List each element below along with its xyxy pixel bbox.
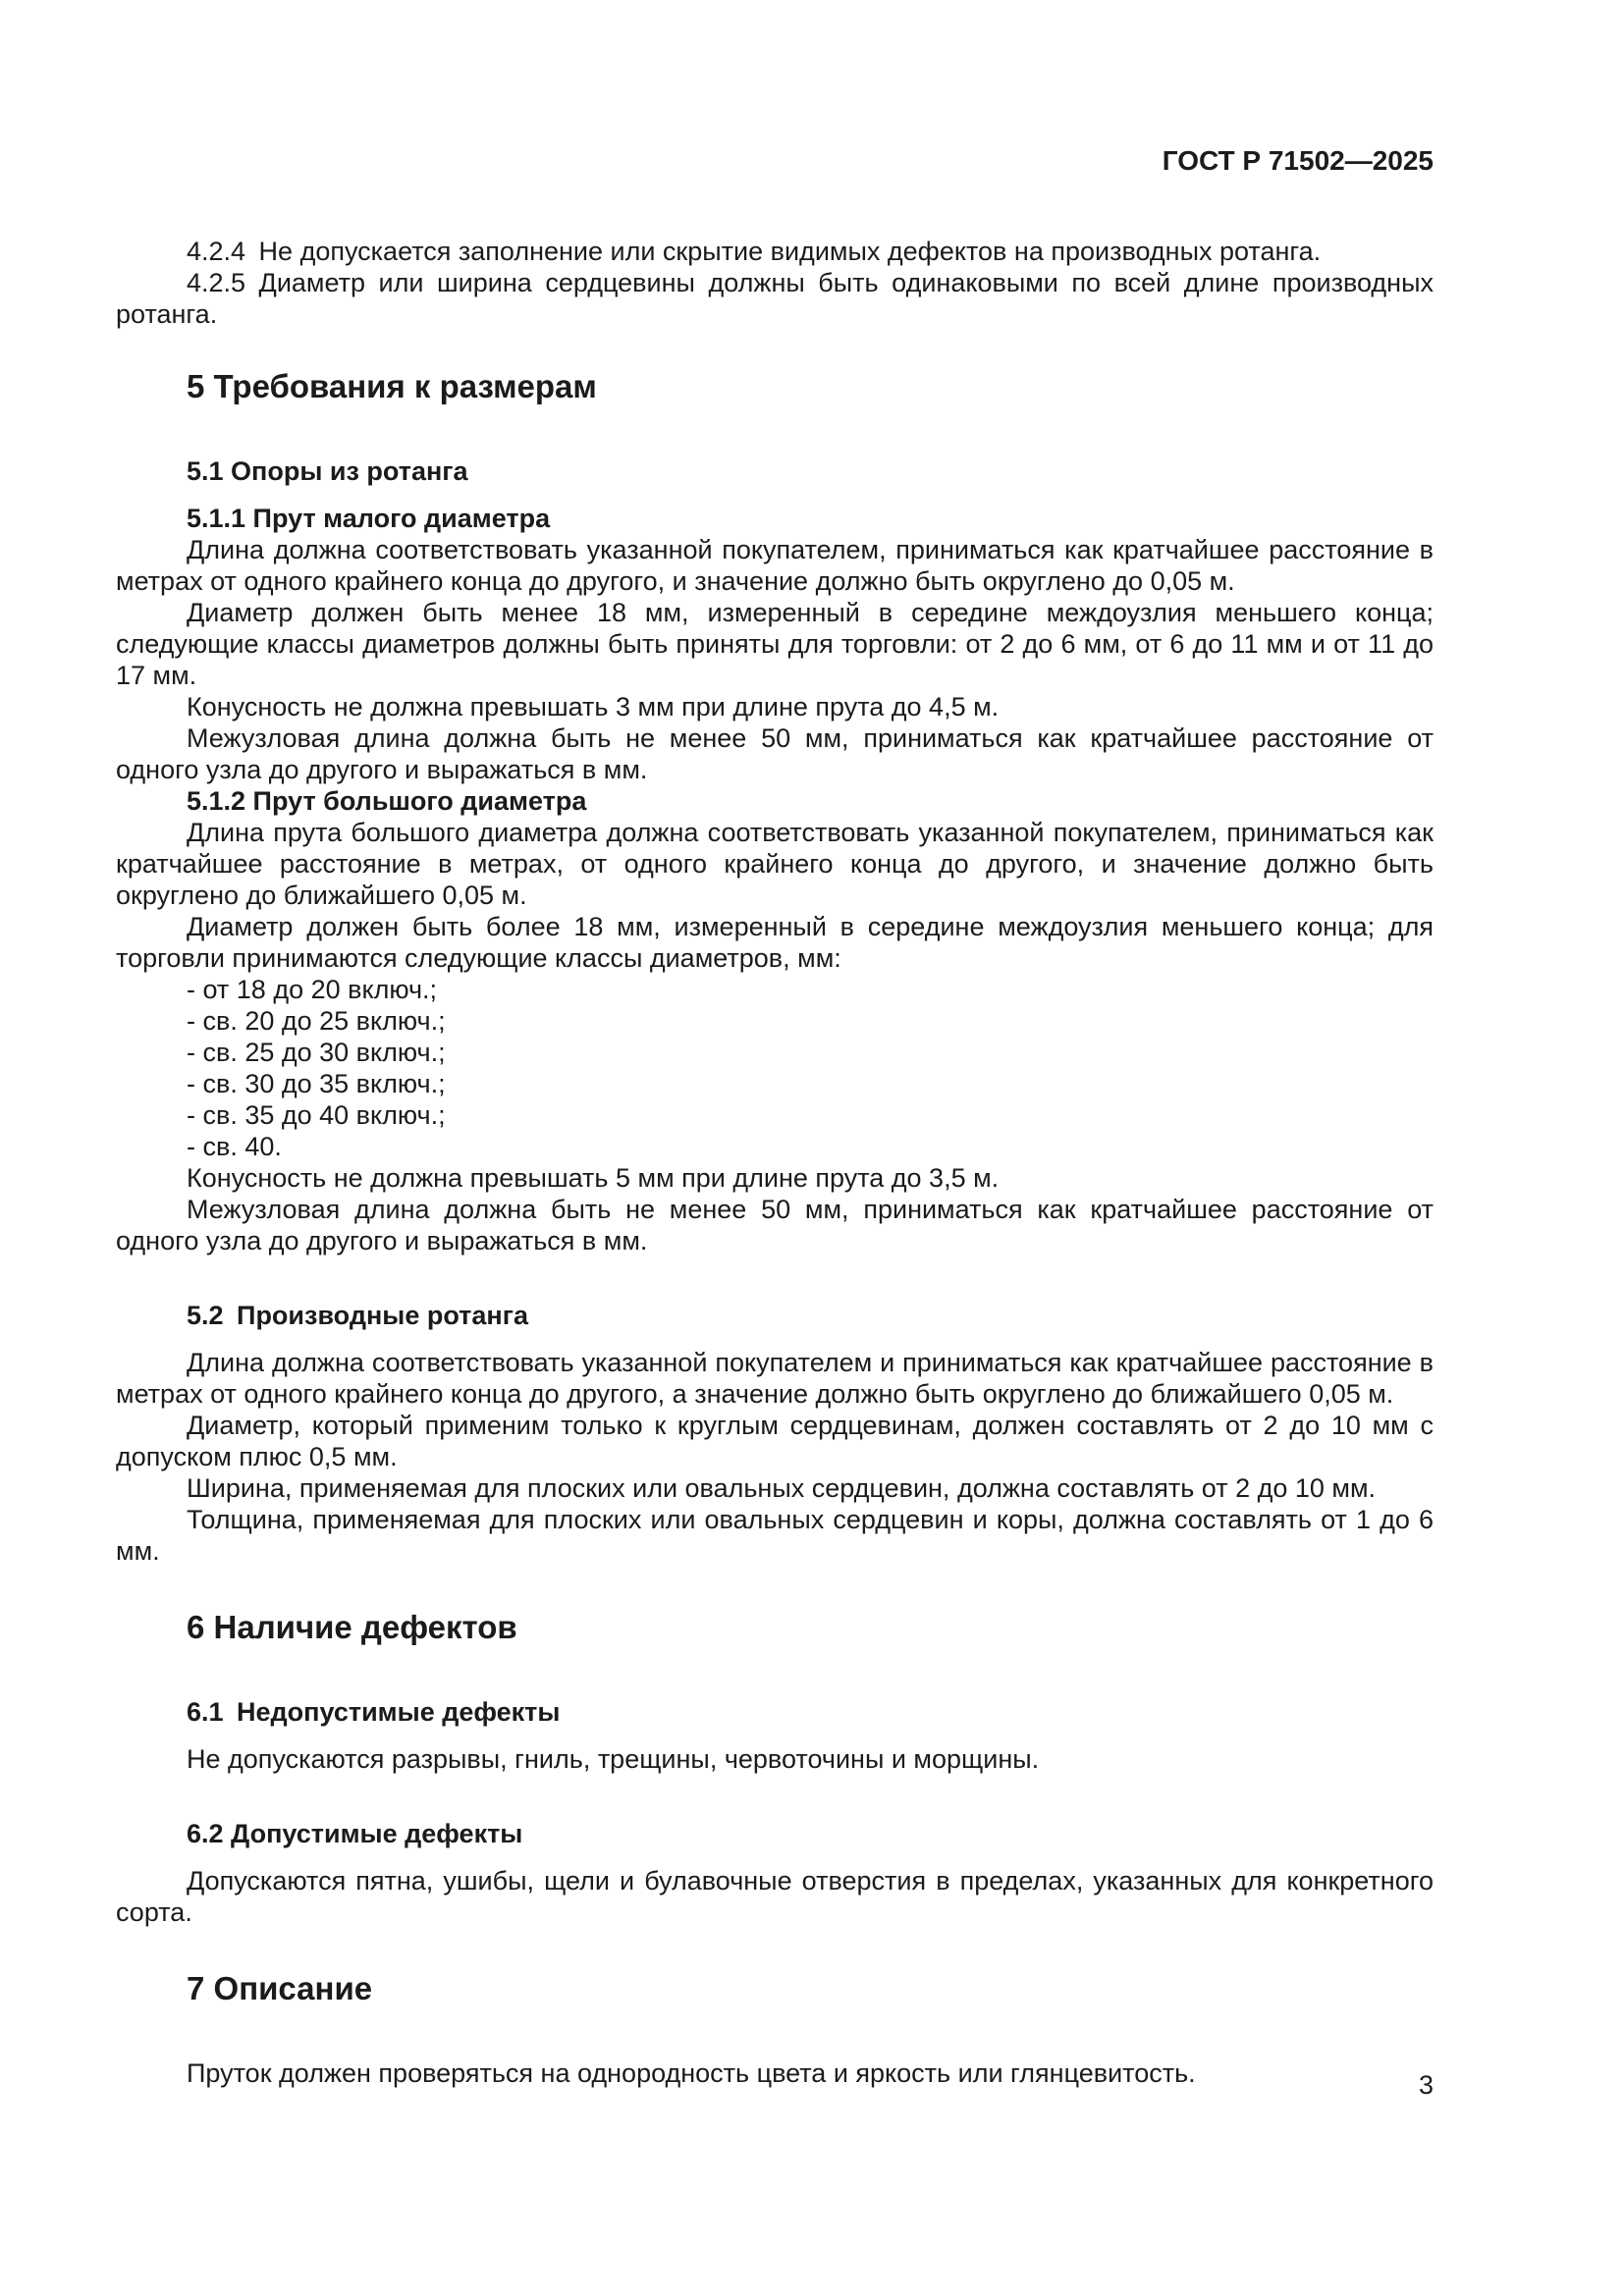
clause-5-1-2-paragraph: Межузловая длина должна быть не менее 50 мм, приниматься как кратчайшее расстояние от одного узла до другого и выражаться в мм. <box>116 1195 1434 1255</box>
clause-5-2-paragraph: Длина должна соответствовать указанной покупателем и приниматься как кратчайшее расстояние в метрах от одного крайнего конца до другого, а значение должно быть округлено до ближайшего 0,05 м. <box>116 1348 1434 1409</box>
clause-7-paragraph: Пруток должен проверяться на однородность цвета и яркость или глянцевитость. <box>187 2058 1196 2088</box>
clause-4-2-4: 4.2.4 Не допускается заполнение или скрытие видимых дефектов на производных ротанга. <box>187 237 1322 266</box>
list-item: - св. 40. <box>187 1132 282 1161</box>
list-item: - св. 30 до 35 включ.; <box>187 1069 446 1098</box>
clause-5-2-paragraph: Ширина, применяемая для плоских или овальных сердцевин, должна составлять от 2 до 10 мм. <box>187 1473 1377 1503</box>
clause-5-2-paragraph: Толщина, применяемая для плоских или овальных сердцевин и коры, должна составлять от 1 до 6 мм. <box>116 1505 1434 1566</box>
clause-6-1-paragraph: Не допускаются разрывы, гниль, трещины, червоточины и морщины. <box>187 1744 1040 1774</box>
document-header <box>116 145 1434 177</box>
page-number: 3 <box>1418 2070 1434 2100</box>
section-5-2-title: 5.2 Производные ротанга <box>187 1301 528 1330</box>
clause-5-1-1-title: 5.1.1 Прут малого диаметра <box>187 504 551 533</box>
clause-5-1-2-paragraph: Длина прута большого диаметра должна соответствовать указанной покупателем, приниматься как кратчайшее расстояние в метрах, от одного крайнего конца до другого, и значение должно быть округлено до ближайшего 0,05 м. <box>116 818 1434 910</box>
clause-5-1-2-paragraph: Диаметр должен быть более 18 мм, измеренный в середине междоузлия меньшего конца; для торговли принимаются следующие классы диаметров, мм: <box>116 912 1434 973</box>
list-item: - от 18 до 20 включ.; <box>187 975 438 1004</box>
diameter-classes-list <box>116 974 1434 1162</box>
clause-5-1-1-paragraph: Конусность не должна превышать 3 мм при длине прута до 4,5 м. <box>187 692 1000 721</box>
list-item: - св. 20 до 25 включ.; <box>187 1006 446 1036</box>
clause-6-2-paragraph: Допускаются пятна, ушибы, щели и булавочные отверстия в пределах, указанных для конкретного сорта. <box>116 1866 1434 1927</box>
section-5-1-title: 5.1 Опоры из ротанга <box>187 456 468 486</box>
list-item: - св. 35 до 40 включ.; <box>187 1100 446 1130</box>
document-footer <box>1419 2069 1434 2101</box>
section-5-title: 5 Требования к размерам <box>187 368 597 404</box>
clause-5-1-1-paragraph: Диаметр должен быть менее 18 мм, измеренный в середине междоузлия меньшего конца; следующие классы диаметров должны быть приняты для торговли: от 2 до 6 мм, от 6 до 11 мм и от 11 до 17 мм. <box>116 598 1434 690</box>
clause-5-1-2-paragraph: Конусность не должна превышать 5 мм при длине прута до 3,5 м. <box>187 1163 1000 1193</box>
clause-4-2-5: 4.2.5 Диаметр или ширина сердцевины должны быть одинаковыми по всей длине производных ротанга. <box>116 268 1434 329</box>
clause-5-1-2-title: 5.1.2 Прут большого диаметра <box>187 786 587 816</box>
clause-5-2-paragraph: Диаметр, который применим только к круглым сердцевинам, должен составлять от 2 до 10 мм с допуском плюс 0,5 мм. <box>116 1411 1434 1471</box>
section-6-title: 6 Наличие дефектов <box>187 1609 517 1645</box>
section-6-2-title: 6.2 Допустимые дефекты <box>187 1819 523 1848</box>
standard-number: ГОСТ Р 71502—2025 <box>1162 145 1434 176</box>
section-7-title: 7 Описание <box>187 1970 373 2006</box>
clause-5-1-1-paragraph: Длина должна соответствовать указанной покупателем, приниматься как кратчайшее расстояние в метрах от одного крайнего конца до другого, и значение должно быть округлено до 0,05 м. <box>116 535 1434 596</box>
clause-5-1-1-paragraph: Межузловая длина должна быть не менее 50 мм, приниматься как кратчайшее расстояние от одного узла до другого и выражаться в мм. <box>116 723 1434 784</box>
list-item: - св. 25 до 30 включ.; <box>187 1038 446 1067</box>
document-body <box>116 236 1434 2089</box>
section-6-1-title: 6.1 Недопустимые дефекты <box>187 1697 561 1727</box>
